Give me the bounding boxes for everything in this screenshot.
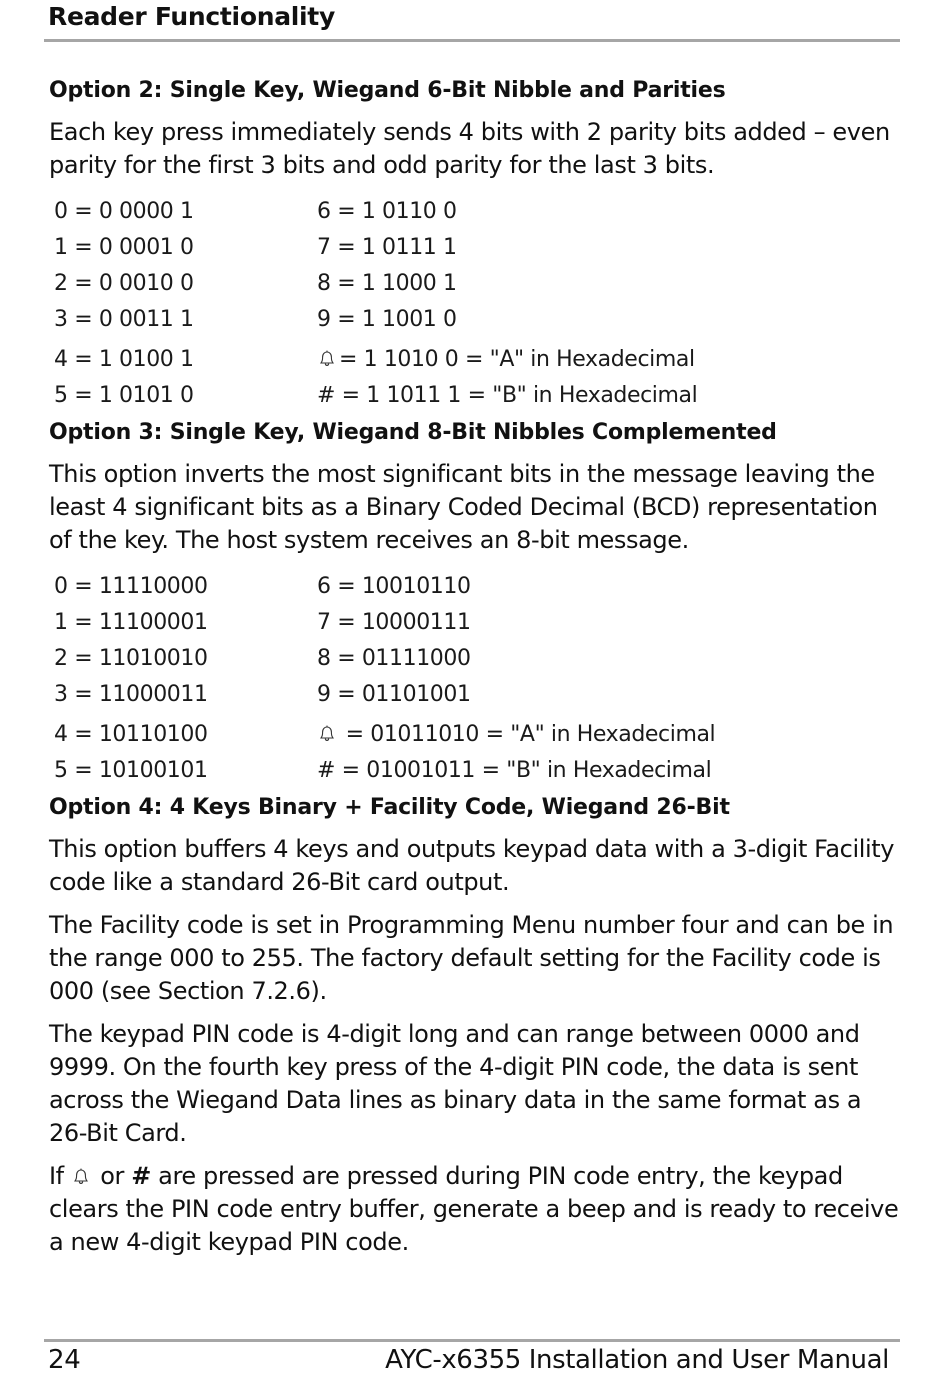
footer-divider: [44, 1339, 900, 1342]
code-entry-hash: # = 1 1011 1 = "B" in Hexadecimal: [317, 383, 698, 408]
code-entry: 6 = 1 0110 0: [317, 199, 457, 224]
code-entry: 9 = 1 1001 0: [317, 307, 457, 332]
page-header-title: Reader Functionality: [48, 2, 335, 31]
code-entry: 5 = 10100101: [54, 758, 208, 783]
code-entry: 8 = 1 1000 1: [317, 271, 457, 296]
option2-code-table: [54, 194, 899, 414]
bell-icon: [317, 723, 337, 743]
option3-description: This option inverts the most significant bits in the message leaving the least 4 significant bits as a Binary Coded Decimal (BCD) representation of the key. The host system receives an 8-bit message.: [49, 460, 878, 554]
code-entry: 0 = 11110000: [54, 574, 208, 599]
bell-code-text: = 01011010 = "A" in Hexadecimal: [345, 722, 716, 747]
manual-title: AYC-x6355 Installation and User Manual: [385, 1345, 889, 1375]
option2-description: Each key press immediately sends 4 bits with 2 parity bits added – even parity for the first 3 bits and odd parity for the last 3 bits.: [49, 118, 890, 179]
bell-code-text: = 1 1010 0 = "A" in Hexadecimal: [339, 347, 695, 372]
code-entry: 2 = 0 0010 0: [54, 271, 194, 296]
bell-icon: [317, 348, 337, 368]
code-entry: 1 = 0 0001 0: [54, 235, 194, 260]
code-entry: 5 = 1 0101 0: [54, 383, 194, 408]
option3-heading: Option 3: Single Key, Wiegand 8-Bit Nibbles Complemented: [49, 420, 777, 445]
option4-paragraph-4: [49, 1160, 899, 1259]
option2-heading: Option 2: Single Key, Wiegand 6-Bit Nibble and Parities: [49, 78, 726, 103]
code-entry: 7 = 1 0111 1: [317, 235, 457, 260]
option4-paragraph-2: The Facility code is set in Programming Menu number four and can be in the range 000 to 255. The factory default setting for the Facility code is 000 (see Section 7.2.6).: [49, 911, 894, 1005]
code-entry: 0 = 0 0000 1: [54, 199, 194, 224]
option4-heading: Option 4: 4 Keys Binary + Facility Code, Wiegand 26-Bit: [49, 795, 730, 820]
code-entry: 4 = 1 0100 1: [54, 347, 194, 372]
option4-paragraph-3: The keypad PIN code is 4-digit long and can range between 0000 and 9999. On the fourth key press of the 4-digit PIN code, the data is sent across the Wiegand Data lines as binary data in the same format as a 26-Bit Card.: [49, 1020, 862, 1147]
code-entry: 7 = 10000111: [317, 610, 471, 635]
p4-rest: are pressed are pressed during PIN code entry, the keypad clears the PIN code entry buffer, generate a beep and is ready to receive a new 4-digit keypad PIN code.: [49, 1162, 899, 1256]
code-entry: 6 = 10010110: [317, 574, 471, 599]
code-entry: 3 = 0 0011 1: [54, 307, 194, 332]
header-divider: [44, 39, 900, 42]
option4-paragraph-1: This option buffers 4 keys and outputs keypad data with a 3-digit Facility code like a standard 26-Bit card output.: [49, 835, 895, 896]
p4-or: or: [100, 1162, 124, 1190]
code-entry-hash: # = 01001011 = "B" in Hexadecimal: [317, 758, 712, 783]
code-entry: 2 = 11010010: [54, 646, 208, 671]
code-entry: 4 = 10110100: [54, 722, 208, 747]
code-entry: 3 = 11000011: [54, 682, 208, 707]
code-entry-bell: [317, 342, 877, 378]
code-entry: 9 = 01101001: [317, 682, 471, 707]
hash-symbol: #: [131, 1162, 151, 1190]
p4-start: If: [49, 1162, 64, 1190]
option3-code-table: [54, 569, 899, 789]
code-entry: 1 = 11100001: [54, 610, 208, 635]
code-entry: 8 = 01111000: [317, 646, 471, 671]
bell-icon: [71, 1166, 91, 1186]
page-content: [49, 76, 899, 1259]
code-entry-bell: [317, 717, 877, 753]
page-number: 24: [48, 1345, 81, 1375]
